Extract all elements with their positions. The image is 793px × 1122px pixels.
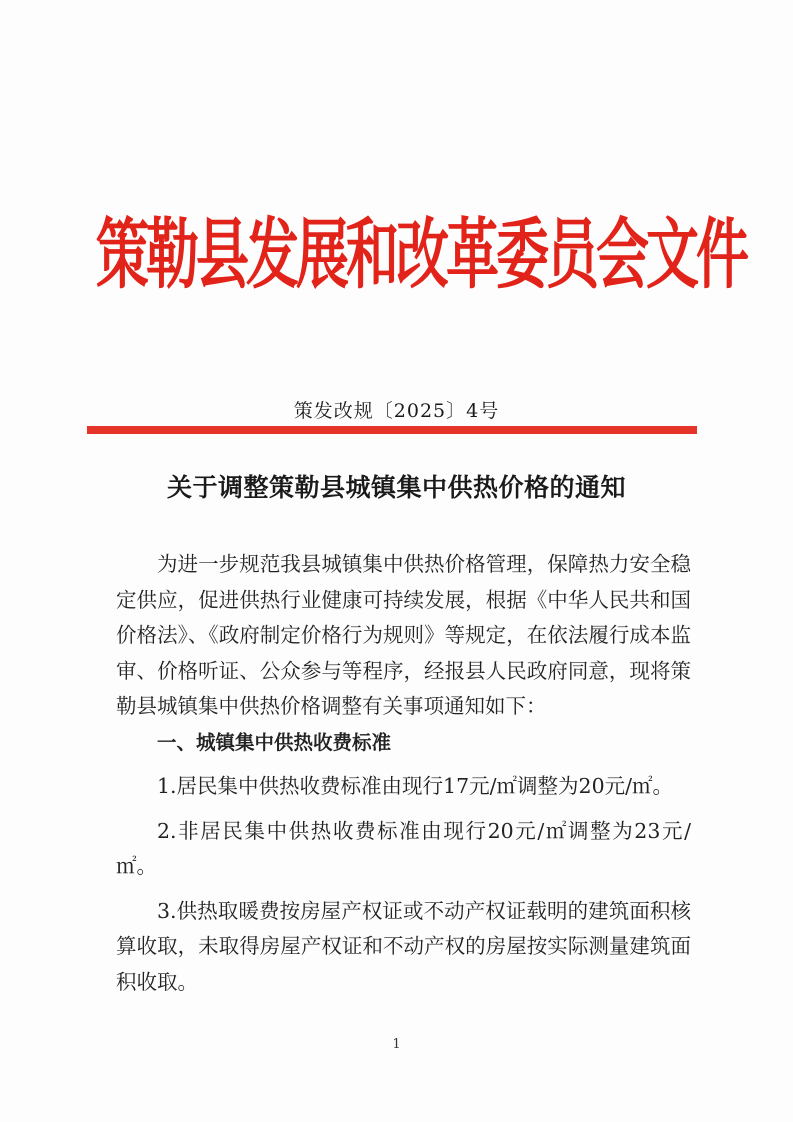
issuer-masthead: 策勒县发展和改革委员会文件 [96,210,746,300]
intro-paragraph: 为进一步规范我县城镇集中供热价格管理，保障热力安全稳定供应，促进供热行业健康可持续发展，根据《中华人民共和国价格法》、《政府制定价格行为规则》等规定，在依法履行成本监审、价格听证、公众参与等程序，经报县人民政府同意，现将策勒县城镇集中供热价格调整有关事项通知如下： [116,552,691,718]
list-item: 2.非居民集中供热收费标准由现行20元/㎡调整为23元/㎡。 [116,818,691,878]
red-separator-line [87,426,697,434]
list-item: 3.供热取暖费按房屋产权证或不动产权证载明的建筑面积核算收取，未取得房屋产权证和不动产权的房屋按实际测量建筑面积收取。 [116,898,691,994]
page-number: 1 [392,1037,401,1052]
notice-title: 关于调整策勒县城镇集中供热价格的通知 [166,473,626,502]
document-number: 策发改规〔2025〕4号 [293,400,500,422]
section-heading: 一、城镇集中供热收费标准 [157,730,392,754]
notice-body [116,547,691,1000]
list-item: 1.居民集中供热收费标准由现行17元/㎡调整为20元/㎡。 [157,774,674,798]
